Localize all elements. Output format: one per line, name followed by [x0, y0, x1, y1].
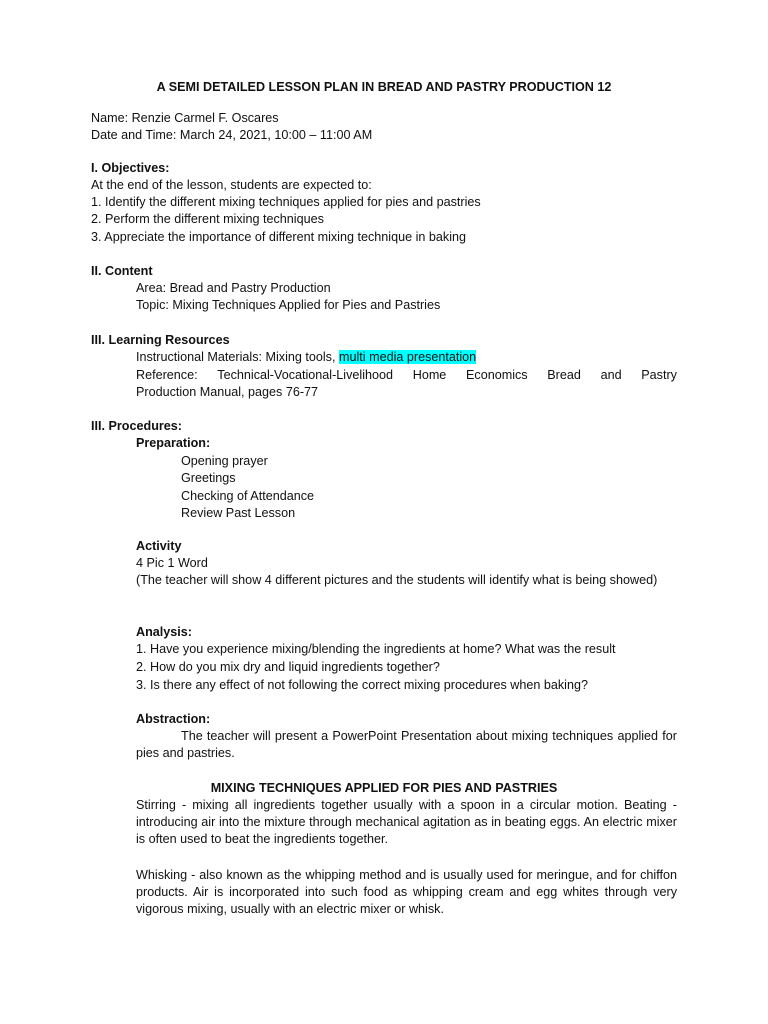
name-line: Name: Renzie Carmel F. Oscares	[91, 111, 279, 125]
activity-name: 4 Pic 1 Word	[136, 556, 208, 570]
document-title: A SEMI DETAILED LESSON PLAN IN BREAD AND PASTRY PRODUCTION 12	[156, 80, 612, 94]
reference-word: Economics	[466, 368, 528, 382]
objectives-heading: I. Objectives:	[91, 161, 170, 175]
reference-word: and	[600, 368, 622, 382]
content-area: Area: Bread and Pastry Production	[136, 281, 331, 295]
reference-word: Reference:	[136, 368, 198, 382]
resources-heading: III. Learning Resources	[91, 333, 230, 347]
analysis-item: 2. How do you mix dry and liquid ingredients together?	[136, 660, 440, 674]
preparation-heading: Preparation:	[136, 436, 211, 450]
objective-item: 2. Perform the different mixing techniques	[91, 212, 324, 226]
materials-label: Instructional Materials: Mixing tools,	[136, 350, 339, 364]
abstraction-text: The teacher will present a PowerPoint Presentation about mixing techniques applied for pies and pastries.	[136, 729, 677, 760]
reference-word: Home	[412, 368, 447, 382]
preparation-item: Greetings	[181, 471, 236, 485]
objectives-intro: At the end of the lesson, students are expected to:	[91, 178, 372, 192]
objective-item: 3. Appreciate the importance of different mixing technique in baking	[91, 230, 467, 244]
reference-word: Bread	[547, 368, 581, 382]
analysis-item: 1. Have you experience mixing/blending the ingredients at home? What was the result	[136, 642, 616, 656]
analysis-item: 3. Is there any effect of not following the correct mixing procedures when baking?	[136, 678, 588, 692]
activity-text: (The teacher will show 4 different pictures and the students will identify what is being showed)	[136, 573, 658, 587]
analysis-heading: Analysis:	[136, 625, 192, 639]
reference-word: Pastry	[641, 368, 677, 382]
mixing-paragraph: Stirring - mixing all ingredients together usually with a spoon in a circular motion. Beating - introducing air into the mixture through mechanical agitation as in beating eggs. An electric mixer is often used to beat the ingredients together.	[136, 798, 677, 846]
procedures-heading: III. Procedures:	[91, 419, 182, 433]
reference-line-2: Production Manual, pages 76-77	[136, 385, 319, 399]
preparation-item: Review Past Lesson	[181, 506, 296, 520]
datetime-line: Date and Time: March 24, 2021, 10:00 – 11:00 AM	[91, 128, 373, 142]
content-heading: II. Content	[91, 264, 153, 278]
mixing-paragraph: Whisking - also known as the whipping method and is usually used for meringue, and for chiffon products. Air is incorporated into such food as whipping cream and egg whites through very vigorous mixing, usually with an electric mixer or whisk.	[136, 868, 677, 916]
activity-heading: Activity	[136, 539, 182, 553]
instructional-materials	[136, 349, 476, 365]
reference-word: Technical-Vocational-Livelihood	[217, 368, 394, 382]
preparation-item: Checking of Attendance	[181, 489, 315, 503]
reference-line	[136, 367, 677, 383]
objective-item: 1. Identify the different mixing techniques applied for pies and pastries	[91, 195, 481, 209]
content-topic: Topic: Mixing Techniques Applied for Pies and Pastries	[136, 298, 441, 312]
highlighted-materials: multi media presentation	[338, 350, 477, 364]
mixing-heading: MIXING TECHNIQUES APPLIED FOR PIES AND PASTRIES	[210, 781, 558, 795]
preparation-item: Opening prayer	[181, 454, 268, 468]
abstraction-heading: Abstraction:	[136, 712, 211, 726]
